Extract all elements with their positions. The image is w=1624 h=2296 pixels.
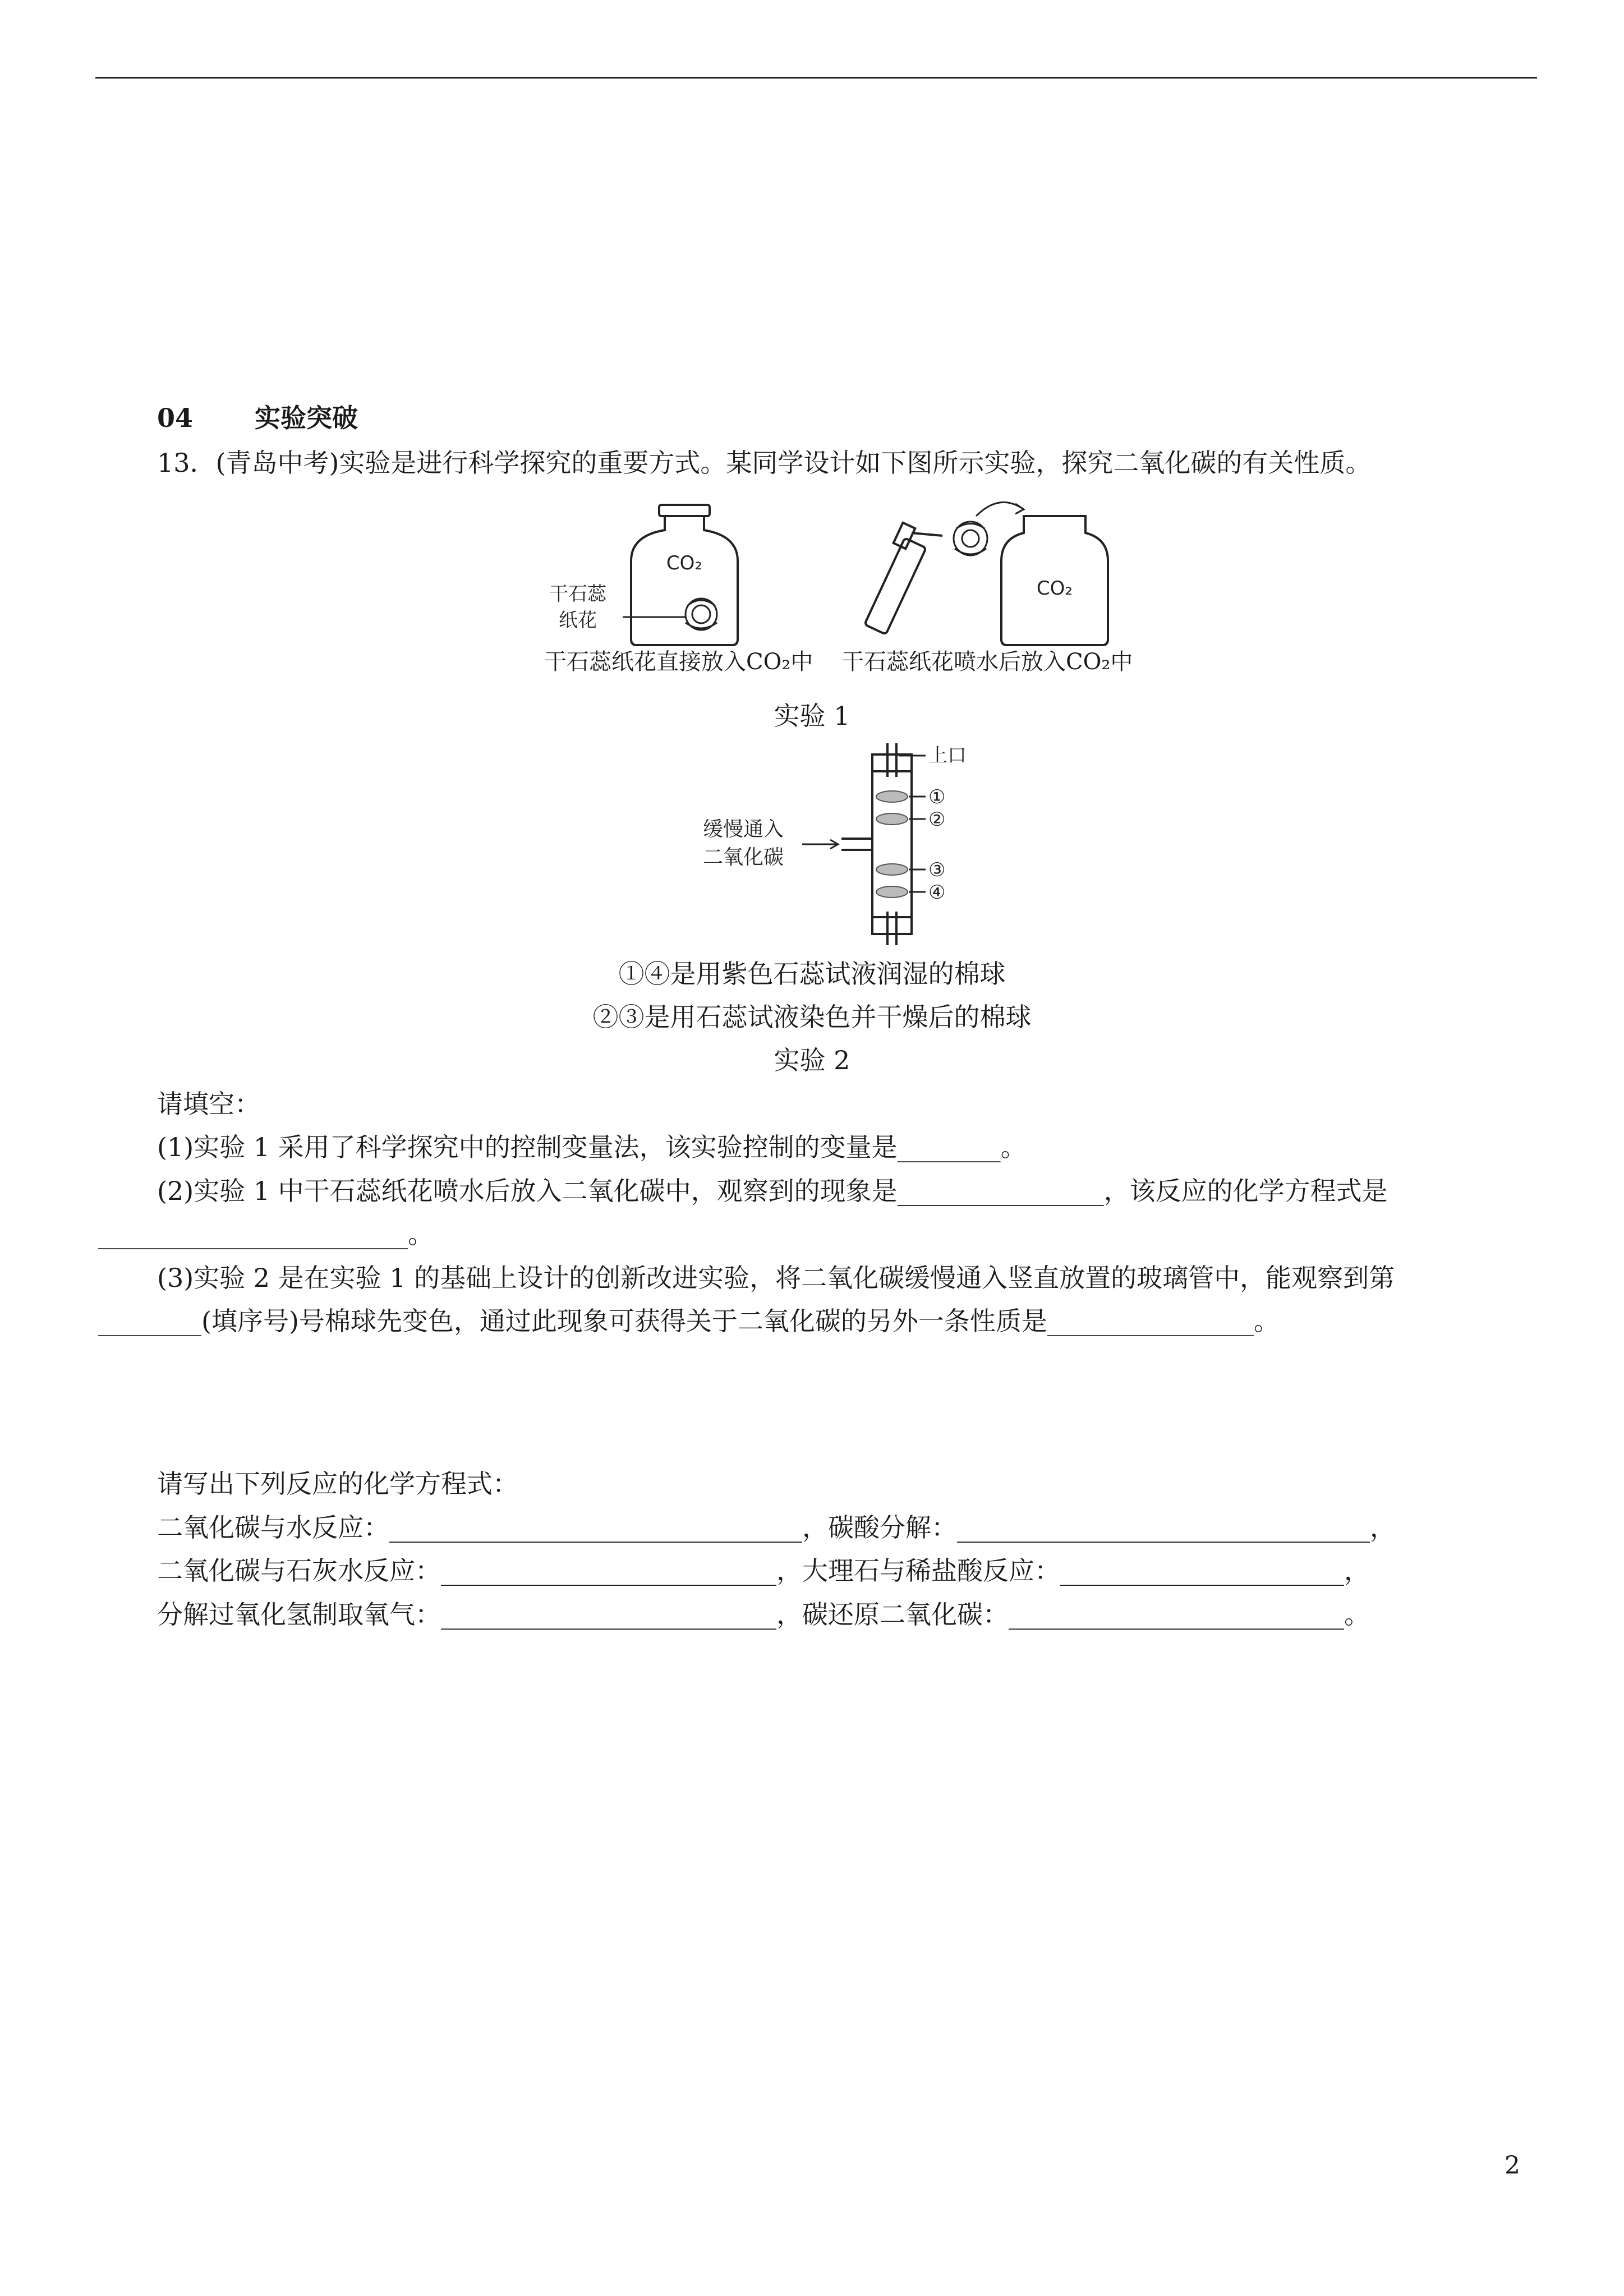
ball-label-1: ① [928,786,946,808]
spray-flower-icon [954,522,987,555]
question-1: (1)实验 1 采用了科学探究中的控制变量法，该实验控制的变量是________。 [157,1132,1027,1162]
equations-row-3: 分解过氧化氢制取氧气：__________________________，碳还原二氧化碳：__________________________。 [157,1599,1370,1630]
sprayer-icon [864,523,942,634]
section-heading [157,405,358,431]
section-number: 04 [157,403,194,433]
flower-label-2: 纸花 [559,609,597,632]
cotton-ball-2 [876,813,908,825]
ball-label-3: ③ [928,859,946,881]
insert-arrow [976,502,1021,516]
exp2-title: 实验 2 [774,1045,850,1075]
experiment-2-figure [690,743,1038,951]
cotton-balls [876,791,908,898]
exp1-caption-right: 干石蕊纸花喷水后放入CO₂中 [841,649,1133,675]
exp1-title: 实验 1 [774,701,850,731]
exp2-note-1: ①④是用紫色石蕊试液润湿的棉球 [618,959,1006,989]
co2-bottle-1 [631,505,738,645]
inlet-label-2: 二氧化碳 [702,846,784,869]
cotton-ball-3 [876,864,908,875]
co2-label-bottle-1: CO₂ [666,552,703,574]
equations-row-2: 二氧化碳与石灰水反应：__________________________，大理石与稀盐酸反应：______________________， [157,1556,1370,1586]
question-2-line-1: (2)实验 1 中干石蕊纸花喷水后放入二氧化碳中，观察到的现象是________________，该反应的化学方程式是 [157,1176,1388,1206]
co2-label-bottle-2: CO₂ [1036,577,1073,600]
equations-heading: 请写出下列反应的化学方程式： [157,1469,518,1499]
page-number: 2 [1505,2151,1520,2180]
question-2-line-2: ________________________。 [98,1219,434,1249]
glass-tube [841,743,912,945]
header-rule [95,77,1537,79]
paper-flower-icon [686,599,717,630]
cotton-ball-4 [876,886,908,898]
section-title: 实验突破 [255,403,358,433]
question-3-line-2: ________(填序号)号棉球先变色，通过此现象可获得关于二氧化碳的另外一条性质是________________。 [98,1306,1280,1336]
question-stem: 13．(青岛中考)实验是进行科学探究的重要方式。某同学设计如下图所示实验，探究二氧化碳的有关性质。 [157,448,1372,478]
insert-arrow-head [1015,504,1024,514]
ball-label-4: ④ [928,881,946,904]
exp2-note-2: ②③是用石蕊试液染色并干燥后的棉球 [592,1002,1032,1032]
question-3-line-1: (3)实验 2 是在实验 1 的基础上设计的创新改进实验，将二氧化碳缓慢通入竖直放置的玻璃管中，能观察到第 [157,1263,1395,1293]
exp1-caption-left: 干石蕊纸花直接放入CO₂中 [544,649,813,675]
equations-row-1: 二氧化碳与水反应：________________________________，碳酸分解：________________________________， [157,1512,1396,1543]
flower-label-1: 干石蕊 [549,583,606,605]
top-label: 上口 [928,744,967,767]
cotton-ball-1 [876,791,908,802]
ball-label-2: ② [928,808,946,831]
fill-prompt: 请填空： [157,1089,260,1119]
inlet-label-1: 缓慢通入 [702,818,784,841]
